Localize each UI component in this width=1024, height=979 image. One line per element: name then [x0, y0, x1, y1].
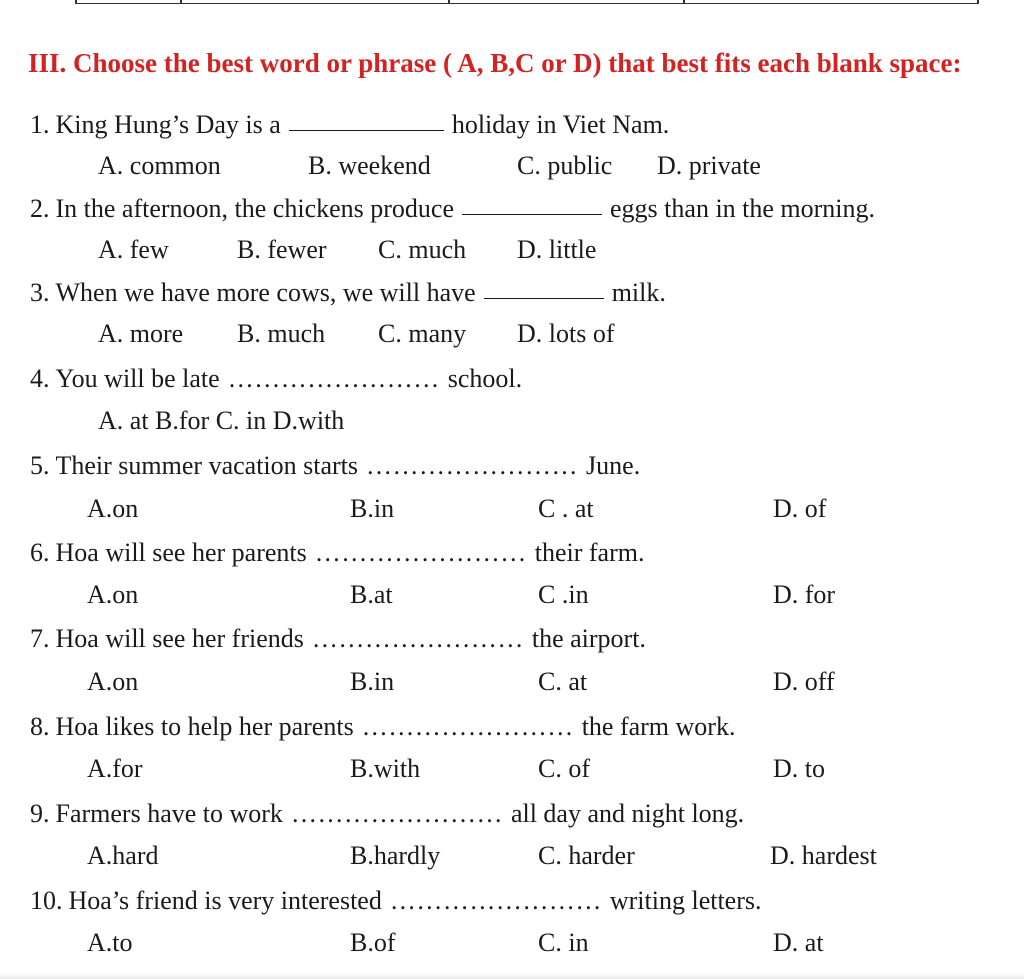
option-b: B.in: [350, 494, 395, 523]
question-8: 8. Hoa likes to help her parents …………………… the farm work.: [30, 712, 736, 741]
option-b: B. fewer: [237, 235, 327, 264]
answer-blank: ……………………: [311, 624, 524, 653]
option-a: A.on: [87, 580, 139, 609]
option-b: B.hardly: [350, 841, 441, 870]
table-divider: [977, 0, 979, 4]
top-table-border: [75, 0, 979, 4]
section-heading: III. Choose the best word or phrase ( A, B,C or D) that best fits each blank space:: [28, 48, 962, 78]
table-divider: [448, 0, 450, 4]
option-a: A.for: [87, 754, 143, 783]
option-a: A.hard: [87, 841, 159, 870]
question-5: 5. Their summer vacation starts …………………… June.: [30, 451, 641, 480]
options-line: A. at B.for C. in D.with: [98, 406, 345, 435]
answer-blank: ……………………: [290, 799, 503, 828]
option-d: D. to: [773, 754, 825, 783]
question-4: 4. You will be late …………………… school.: [30, 364, 523, 393]
option-b: B.in: [350, 667, 395, 696]
question-7: 7. Hoa will see her friends …………………… the airport.: [30, 624, 646, 653]
answer-blank: [484, 297, 604, 299]
question-1: 1. King Hung’s Day is a holiday in Viet Nam.: [30, 110, 670, 139]
option-c: C. in: [538, 928, 589, 957]
option-b: B.with: [350, 754, 421, 783]
option-d: D. of: [773, 494, 827, 523]
option-b: B.at: [350, 580, 393, 609]
option-c: C . at: [538, 494, 594, 523]
answer-blank: ……………………: [389, 886, 602, 915]
answer-blank: [462, 213, 602, 215]
table-divider: [180, 0, 182, 4]
option-a: A. few: [98, 235, 169, 264]
option-c: C .in: [538, 580, 589, 609]
question-10: 10. Hoa’s friend is very interested …………………… writing letters.: [30, 886, 762, 915]
answer-blank: [289, 129, 444, 131]
option-b: B. much: [237, 319, 326, 348]
option-d: D. hardest: [770, 841, 877, 870]
option-b: B. weekend: [308, 151, 431, 180]
option-b: B.of: [350, 928, 396, 957]
answer-blank: ……………………: [314, 538, 527, 567]
table-divider: [683, 0, 685, 4]
table-divider: [75, 0, 77, 4]
option-d: D. little: [517, 235, 597, 264]
option-d: D. for: [773, 580, 836, 609]
option-d: D. off: [773, 667, 835, 696]
option-a: A.on: [87, 667, 139, 696]
option-c: C. much: [378, 235, 467, 264]
answer-blank: ……………………: [361, 712, 574, 741]
option-c: C. harder: [538, 841, 635, 870]
page-bottom-edge: [0, 973, 1024, 979]
option-a: A.to: [87, 928, 133, 957]
option-d: D. private: [657, 151, 761, 180]
question-6: 6. Hoa will see her parents …………………… their farm.: [30, 538, 645, 567]
option-c: C. many: [378, 319, 467, 348]
answer-blank: ……………………: [227, 364, 440, 393]
option-a: A. more: [98, 319, 184, 348]
option-c: C. of: [538, 754, 590, 783]
option-d: D. lots of: [517, 319, 615, 348]
question-2: 2. In the afternoon, the chickens produce eggs than in the morning.: [30, 194, 876, 223]
option-c: C. at: [538, 667, 588, 696]
question-9: 9. Farmers have to work …………………… all day and night long.: [30, 799, 745, 828]
option-d: D. at: [773, 928, 824, 957]
question-3: 3. When we have more cows, we will have milk.: [30, 278, 666, 307]
option-a: A. common: [98, 151, 221, 180]
option-a: A.on: [87, 494, 139, 523]
option-c: C. public: [517, 151, 613, 180]
answer-blank: ……………………: [366, 451, 579, 480]
